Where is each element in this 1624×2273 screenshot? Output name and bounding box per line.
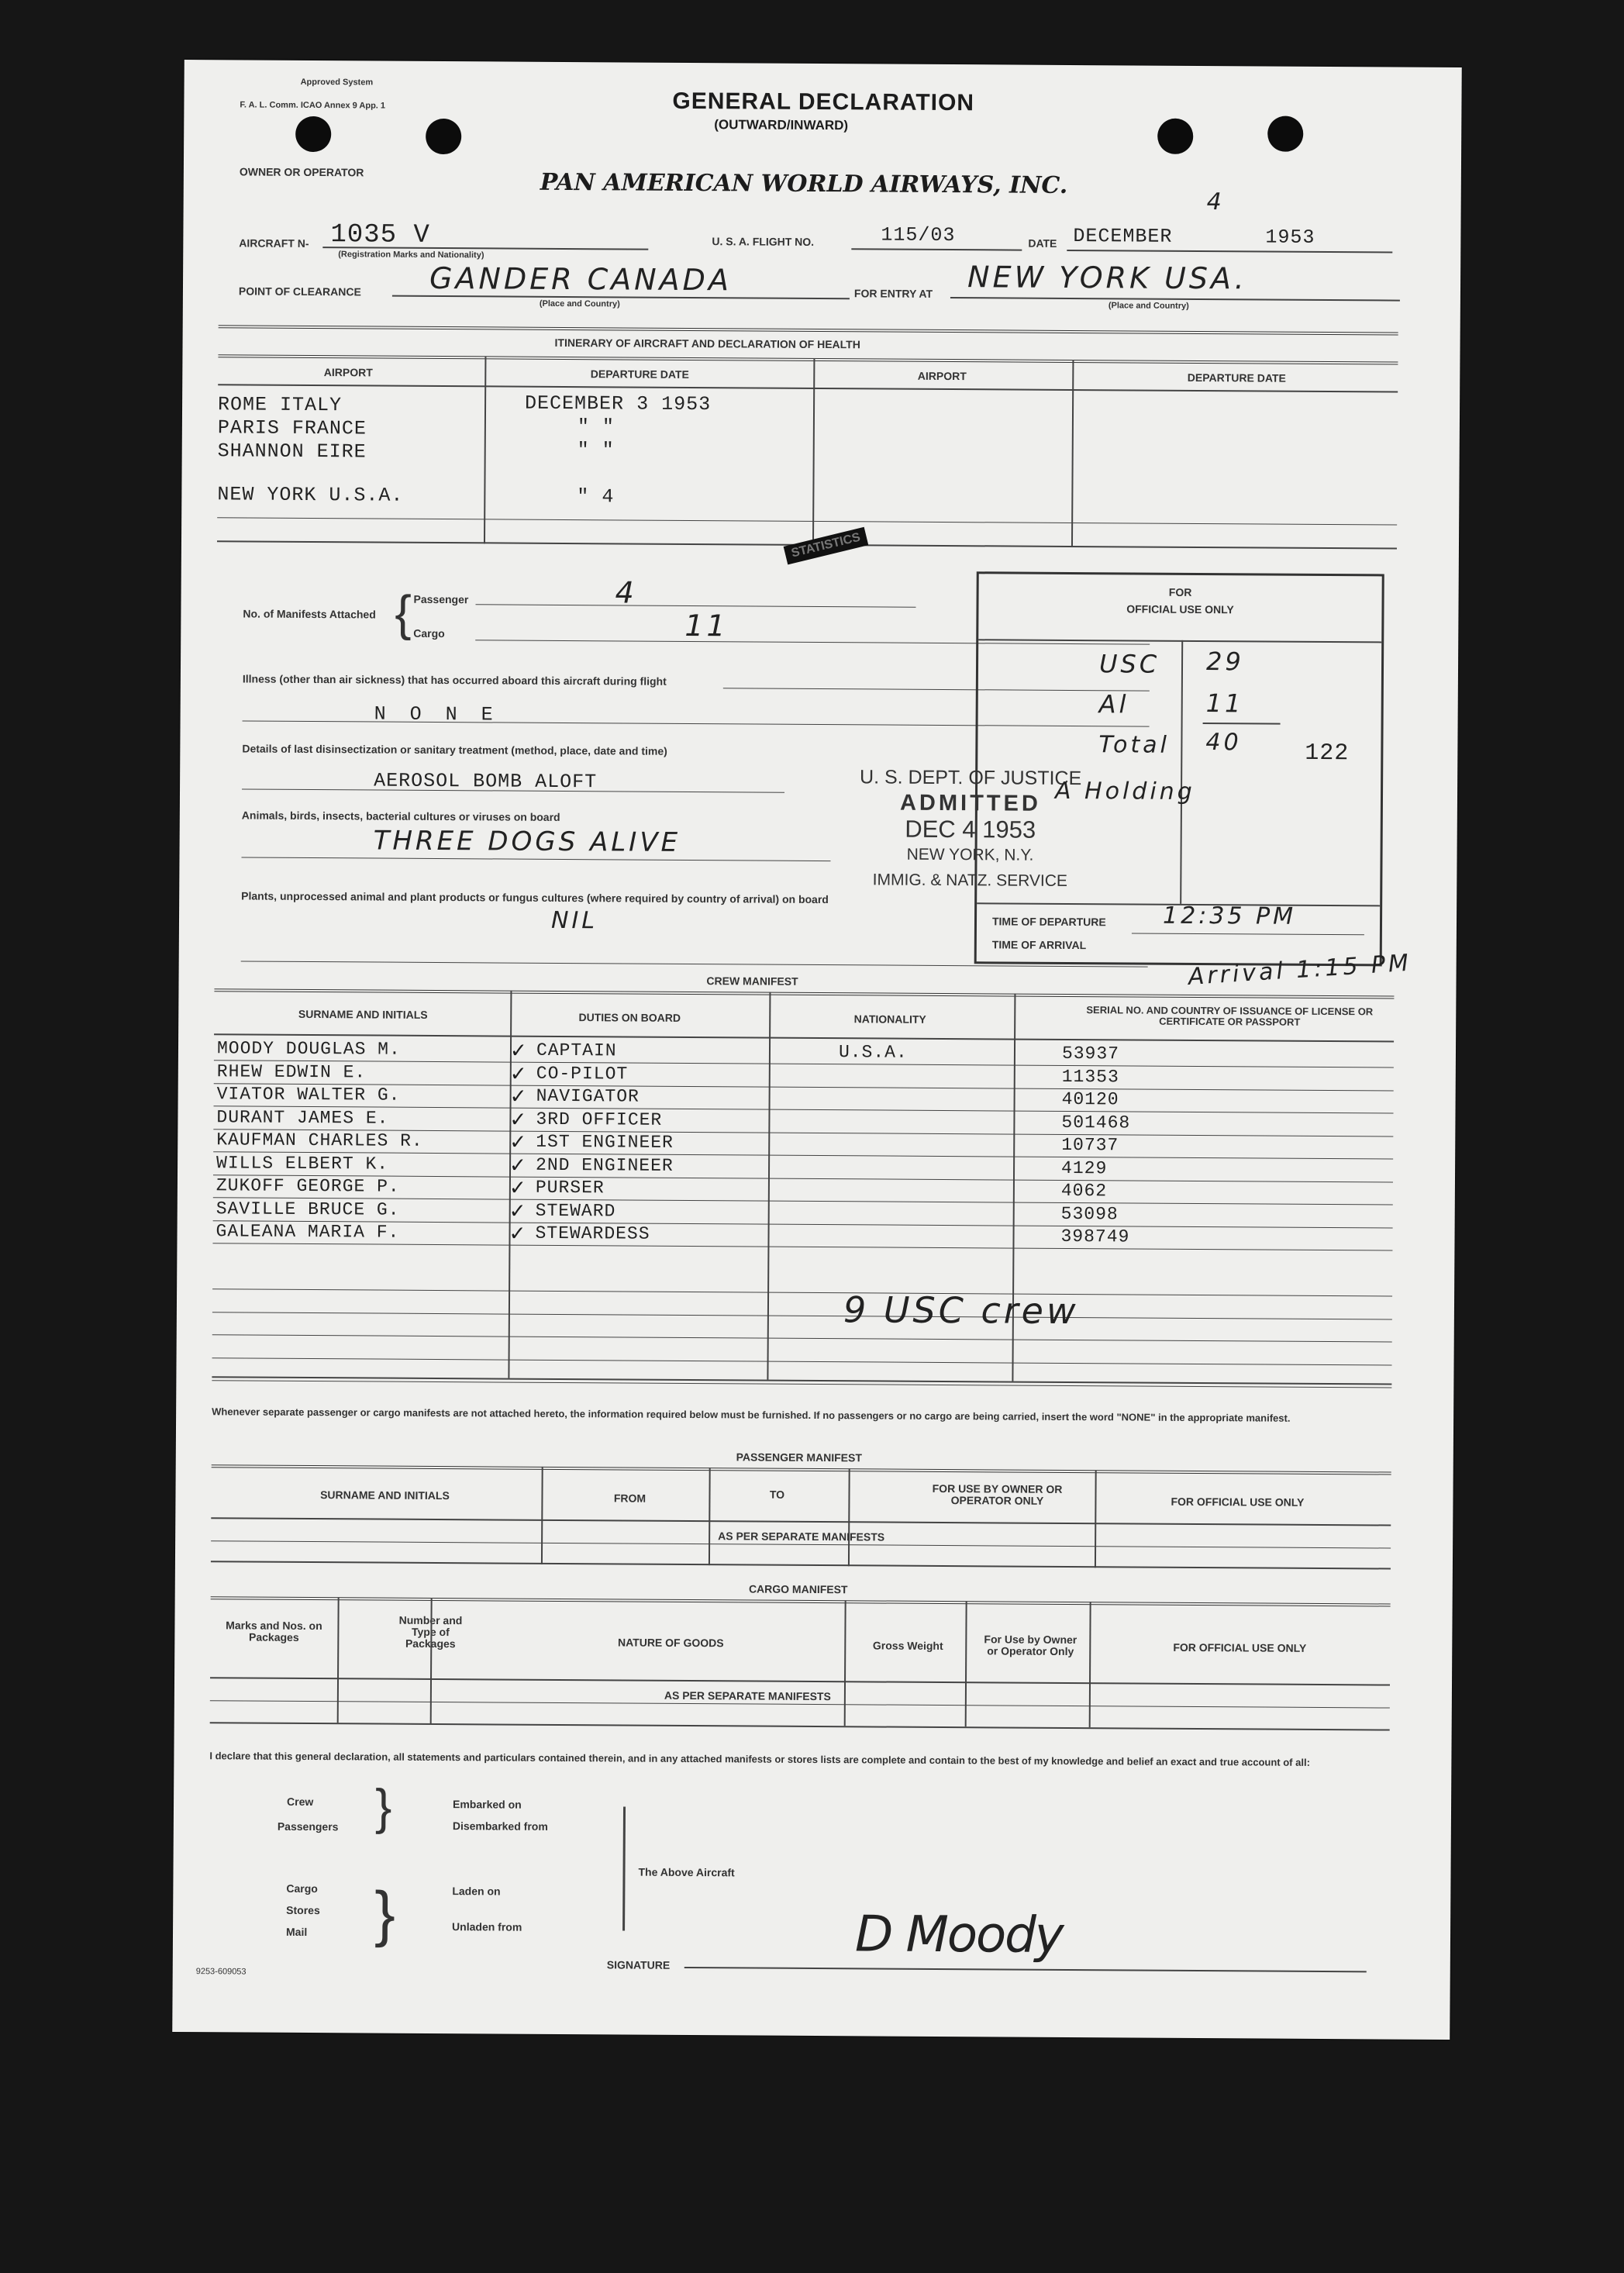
mail-label: Mail [285, 1925, 308, 1939]
animals-label: Animals, birds, insects, bacterial cultures or viruses on board [241, 809, 560, 823]
col-from: FROM [613, 1492, 646, 1505]
check-mark-icon: ✓ [509, 1199, 526, 1223]
crew-title: CREW MANIFEST [706, 974, 798, 988]
illness-label: Illness (other than air sickness) that has occurred aboard this aircraft during flight [242, 672, 667, 688]
cargo-label: Cargo [413, 626, 445, 640]
check-mark-icon: ✓ [509, 1038, 527, 1062]
aircraft-label: AIRCRAFT [239, 236, 295, 250]
col-number: Number and Type of Packages [398, 1613, 463, 1650]
official-initials: A Holding [1054, 777, 1195, 805]
punch-hole [1267, 116, 1303, 152]
crew-name: RHEW EDWIN E. [216, 1061, 367, 1082]
check-mark-icon: ✓ [509, 1130, 527, 1154]
itinerary-title: ITINERARY OF AIRCRAFT AND DECLARATION OF HEALTH [554, 336, 860, 351]
crew-duty: 1ST ENGINEER [536, 1131, 674, 1153]
official-number: 122 [1305, 740, 1350, 767]
itinerary-date: " " [577, 416, 615, 439]
form-number: 9253-609053 [195, 1967, 247, 1977]
form-subtitle: (OUTWARD/INWARD) [714, 117, 849, 133]
itinerary-airport: NEW YORK U.S.A. [217, 483, 404, 507]
col-duties: DUTIES ON BOARD [578, 1011, 681, 1024]
col-cargo-owner: For Use by Owner or Operator Only [984, 1633, 1077, 1658]
row-rule [212, 1334, 1392, 1342]
crew-serial: 4129 [1060, 1157, 1108, 1178]
col-departure-date: DEPARTURE DATE [590, 367, 689, 381]
crew-nationality: U.S.A. [838, 1042, 908, 1063]
disinsection-value: AEROSOL BOMB ALOFT [374, 769, 598, 794]
itinerary-airport: SHANNON EIRE [217, 440, 367, 464]
cargo-title: CARGO MANIFEST [748, 1582, 848, 1596]
plants-label: Plants, unprocessed animal and plant products or fungus cultures (where required by country of arrival) on board [241, 889, 829, 906]
flight-number: 115/03 [881, 223, 956, 247]
laden-label: Laden on [452, 1885, 501, 1898]
statistics-stamp: STATISTICS [784, 527, 869, 565]
illness-value: N O N E [374, 702, 499, 726]
punch-hole [1157, 119, 1193, 154]
disinsection-label: Details of last disinsectization or sanitary treatment (method, place, date and time) [242, 742, 667, 757]
cargo-manifest-count: 11 [684, 608, 729, 643]
punch-hole [295, 116, 331, 152]
itinerary-airport: PARIS FRANCE [217, 416, 367, 440]
time-departure: 12:35 PM [1162, 902, 1297, 930]
col-nationality: NATIONALITY [853, 1012, 926, 1026]
crew-duty: CO-PILOT [536, 1063, 629, 1085]
crew-serial: 40120 [1061, 1088, 1119, 1110]
col-official: FOR OFFICIAL USE ONLY [1171, 1495, 1305, 1509]
signature-label: SIGNATURE [606, 1958, 671, 1971]
crew-serial: 398749 [1060, 1226, 1130, 1247]
fal-reference: F. A. L. Comm. ICAO Annex 9 App. 1 [240, 100, 386, 111]
owner-label: OWNER OR OPERATOR [239, 165, 364, 179]
col-airport: AIRPORT [323, 366, 373, 379]
above-aircraft-label: The Above Aircraft [638, 1865, 735, 1879]
embarked-label: Embarked on [452, 1798, 522, 1811]
registration: 1035 V [330, 220, 430, 250]
stamp-line: NEW YORK, N.Y. [906, 845, 1034, 864]
check-mark-icon: ✓ [509, 1107, 527, 1131]
row-rule [213, 1151, 1393, 1159]
date-year: 1953 [1265, 226, 1315, 249]
crew-name: DURANT JAMES E. [216, 1106, 389, 1129]
crew-duty: 2ND ENGINEER [536, 1154, 674, 1176]
time-departure-label: TIME OF DEPARTURE [991, 915, 1106, 929]
entry-note: (Place and Country) [1108, 301, 1189, 311]
check-mark-icon: ✓ [509, 1153, 526, 1177]
stamp-date: DEC 4 1953 [905, 815, 1036, 843]
crew-name: ZUKOFF GEORGE P. [215, 1175, 400, 1197]
row-rule [214, 1060, 1394, 1068]
col-passenger-surname: SURNAME AND INITIALS [320, 1488, 450, 1502]
row-rule [212, 1288, 1392, 1296]
col-serial: SERIAL NO. AND COUNTRY OF ISSUANCE OF LICENSE OR CERTIFICATE OR PASSPORT [1086, 1004, 1374, 1028]
time-arrival-label: TIME OF ARRIVAL [991, 938, 1087, 952]
cargo-footer-label: Cargo [286, 1882, 318, 1895]
manifests-label: No. of Manifests Attached [243, 607, 376, 621]
col-marks: Marks and Nos. on Packages [226, 1619, 322, 1644]
clearance-note: (Place and Country) [539, 298, 620, 309]
punch-hole [426, 119, 461, 154]
crew-serial: 10737 [1061, 1134, 1119, 1156]
entry-label: FOR ENTRY AT [853, 287, 933, 300]
crew-serial: 53937 [1061, 1043, 1120, 1064]
crew-duty: CAPTAIN [536, 1040, 617, 1061]
crew-name: VIATOR WALTER G. [216, 1084, 401, 1105]
col-nature: NATURE OF GOODS [617, 1636, 724, 1650]
usc-label: USC [1098, 649, 1160, 679]
cargo-as-per: AS PER SEPARATE MANIFESTS [664, 1688, 831, 1703]
itinerary-date: " " [577, 439, 615, 462]
al-count: 11 [1205, 688, 1244, 719]
col-to: TO [769, 1488, 785, 1501]
col-airport-2: AIRPORT [917, 369, 967, 383]
official-title: FOR [1168, 585, 1192, 598]
crew-name: SAVILLE BRUCE G. [215, 1198, 400, 1220]
crew-serial: 53098 [1060, 1203, 1119, 1224]
flight-label: FLIGHT NO. [752, 235, 815, 248]
form-title: GENERAL DECLARATION [672, 88, 975, 116]
n-label: N- [297, 236, 309, 250]
row-rule [212, 1357, 1392, 1365]
animals-value: THREE DOGS ALIVE [373, 825, 681, 858]
crew-name: MOODY DOUGLAS M. [216, 1038, 401, 1060]
itinerary-date: DECEMBER 3 1953 [524, 391, 712, 416]
crew-serial: 4062 [1060, 1180, 1108, 1202]
official-title: OFFICIAL USE ONLY [1126, 602, 1234, 616]
check-mark-icon: ✓ [509, 1061, 527, 1085]
itinerary-airport: ROME ITALY [217, 393, 343, 417]
operator-name: PAN AMERICAN WORLD AIRWAYS, INC. [540, 168, 1068, 199]
plants-value: NIL [550, 906, 598, 935]
crew-duty: NAVIGATOR [536, 1085, 640, 1107]
row-rule [212, 1312, 1392, 1319]
crew-name: GALEANA MARIA F. [215, 1221, 400, 1243]
crew-duty: PURSER [535, 1177, 605, 1199]
col-weight: Gross Weight [872, 1639, 943, 1653]
passenger-title: PASSENGER MANIFEST [736, 1450, 862, 1464]
registration-note: (Registration Marks and Nationality) [338, 250, 484, 260]
itinerary-date: " 4 [577, 485, 615, 509]
crew-annotation: 9 USC crew [843, 1288, 1079, 1333]
col-owner: FOR USE BY OWNER OR OPERATOR ONLY [932, 1481, 1063, 1507]
stamp-line: U. S. DEPT. OF JUSTICE [859, 766, 1082, 790]
col-surname: SURNAME AND INITIALS [298, 1007, 428, 1021]
approved-system: Approved System [300, 77, 374, 88]
check-mark-icon: ✓ [509, 1084, 527, 1108]
row-rule [214, 1105, 1394, 1113]
date-month: DECEMBER [1073, 224, 1173, 248]
stamp-line: IMMIG. & NATZ. SERVICE [872, 871, 1068, 890]
passenger-label: Passenger [413, 592, 469, 606]
col-cargo-official: FOR OFFICIAL USE ONLY [1173, 1640, 1307, 1654]
usa-label: U. S. A. [712, 235, 750, 248]
unladen-label: Unladen from [452, 1920, 522, 1933]
stores-label: Stores [286, 1903, 320, 1917]
clearance-label: POINT OF CLEARANCE [238, 285, 361, 298]
arrival-note: Arrival 1:15 PM [1187, 949, 1412, 991]
crew-label: Crew [287, 1795, 314, 1809]
entry-point: NEW YORK USA. [967, 260, 1247, 296]
official-use-box [974, 571, 1384, 966]
check-mark-icon: ✓ [509, 1175, 526, 1199]
passengers-label: Passengers [277, 1819, 339, 1833]
check-mark-icon: ✓ [509, 1221, 526, 1245]
point-of-clearance: GANDER CANADA [429, 260, 733, 298]
date-label: DATE [1028, 236, 1057, 250]
disembarked-label: Disembarked from [452, 1819, 548, 1833]
al-label: Al [1098, 689, 1129, 719]
crew-duty: STEWARD [535, 1200, 616, 1221]
col-departure-date-2: DEPARTURE DATE [1187, 371, 1286, 385]
crew-name: WILLS ELBERT K. [216, 1152, 389, 1174]
usc-count: 29 [1205, 647, 1244, 677]
passenger-as-per: AS PER SEPARATE MANIFESTS [718, 1530, 885, 1544]
crew-serial: 501468 [1061, 1112, 1131, 1133]
total-count: 40 [1205, 729, 1242, 757]
page-number: 4 [1206, 188, 1225, 216]
crew-duty: STEWARDESS [535, 1223, 650, 1244]
stamp-admitted: ADMITTED [899, 790, 1041, 816]
total-label: Total [1098, 731, 1170, 759]
manifest-note: Whenever separate passenger or cargo manifests are not attached hereto, the information required below must be furnished. If no passengers or no cargo are being carried, insert the word "NONE" in the appropriate manifest. [212, 1406, 1291, 1424]
crew-name: KAUFMAN CHARLES R. [216, 1130, 423, 1151]
crew-duty: 3RD OFFICER [536, 1109, 663, 1130]
row-rule [212, 1243, 1392, 1250]
declaration-text: I declare that this general declaration, all statements and particulars contained therein, and in any attached manifests or stores lists are complete and contain to the best of my knowledge and belief an exact and true account of all: [209, 1750, 1310, 1768]
declaration-form: Approved System F. A. L. Comm. ICAO Annex 9 App. 1 GENERAL DECLARATION (OUTWARD/INWARD) OWNER OR OPERATOR PAN AMERICAN WORLD AIRWAYS, INC. 4 AIRCRAFT N- 1035 V (Registration Marks and Nationality) U. S. A. FLIGHT NO. 115/03 DATE DECEMBER 1953 POINT OF CLEARANCE GANDER CANADA (Place and Country) FOR ENTRY AT NEW YORK USA. (Place and Country) ITINERARY OF AIRCRAFT AND DECLARATION OF HEALTH AIRPORT DEPARTURE DATE AIRPORT DEPARTURE DATE ROME ITALY DECEMBER 3 1953 PARIS FRANCE " " SHANNON EIRE " " NEW YORK U.S.A. " 4 STATISTICS No. of Manifests Attached { Passenger 4 Cargo 11 Illness (other than air sickness) that has occurred aboard this aircraft during flight N O N E Details of last disinsectization or sanitary treatment (method, place, date and time) AEROSOL BOMB ALOFT Animals, birds, insects, bacterial cultures or viruses on board THREE DOGS ALIVE Plants, unprocessed animal and plant products or fungus cultures (where required by country of arrival) on board NIL U. S. DEPT. OF JUSTICE ADMITTED DEC 4 1953 NEW YORK, N.Y. IMMIG. & NATZ. SERVICE FOR OFFICIAL USE ONLY USC 29 Al 11 Total 40 122 A Holding TIME OF DEPARTURE 12:35 PM TIME OF ARRIVAL Arrival 1:15 PM CREW MANIFEST SURNAME AND INITIALS DUTIES ON BOARD NATIONALITY SERIAL NO. AND COUNTRY OF ISSUANCE OF LICENSE OR CERTIFICATE OR PASSPORT MOODY DOUGLAS M. CAPTAIN U.S.A. 53937 ✓ RHEW EDWIN E. CO-PILOT 11353 ✓ VIATOR WALTER G. NAVIGATOR 40120 ✓ DURANT JAMES E. 3RD OFFICER 501468 ✓ KAUFMAN CHARLES R. 1ST ENGINEER 10737 ✓ WILLS ELBERT K. 2ND ENGINEER 4129 ✓ ZUKOFF GEORGE P. PURSER 4062 ✓ SAVILLE BRUCE G. STEWARD 53098 ✓ GALEANA MARIA F. STEWARDESS 398749 ✓ 9 USC crew Whenever separate passenger or cargo manifests are not attached hereto, the information required below must be furnished. If no passengers or no cargo are being carried, insert the word "NONE" in the appropriate manifest. PASSENGER MANIFEST SURNAME AND INITIALS FROM TO FOR USE BY OWNER OR OPERATOR ONLY FOR OFFICIAL USE ONLY AS PER SEPARATE MANIFESTS CARGO MANIFEST Marks and Nos. on Packages Number and Type of Packages NATURE OF GOODS Gross Weight For Use by Owner or Operator Only FOR OFFICIAL USE ONLY AS PER SEPARATE MANIFESTS I declare that this general declaration, all statements and particulars contained therein, and in any attached manifests or stores lists are complete and contain to the best of my knowledge and belief an exact and true account of all: Crew Passengers } Embarked on Disembarked from Cargo Stores Mail } Laden on Unladen from The Above Aircraft SIGNATURE D Moody 9253-609053 [172, 60, 1462, 2040]
captain-signature: D Moody [854, 1906, 1063, 1964]
crew-serial: 11353 [1061, 1066, 1119, 1087]
passenger-manifest-count: 4 [615, 575, 637, 610]
